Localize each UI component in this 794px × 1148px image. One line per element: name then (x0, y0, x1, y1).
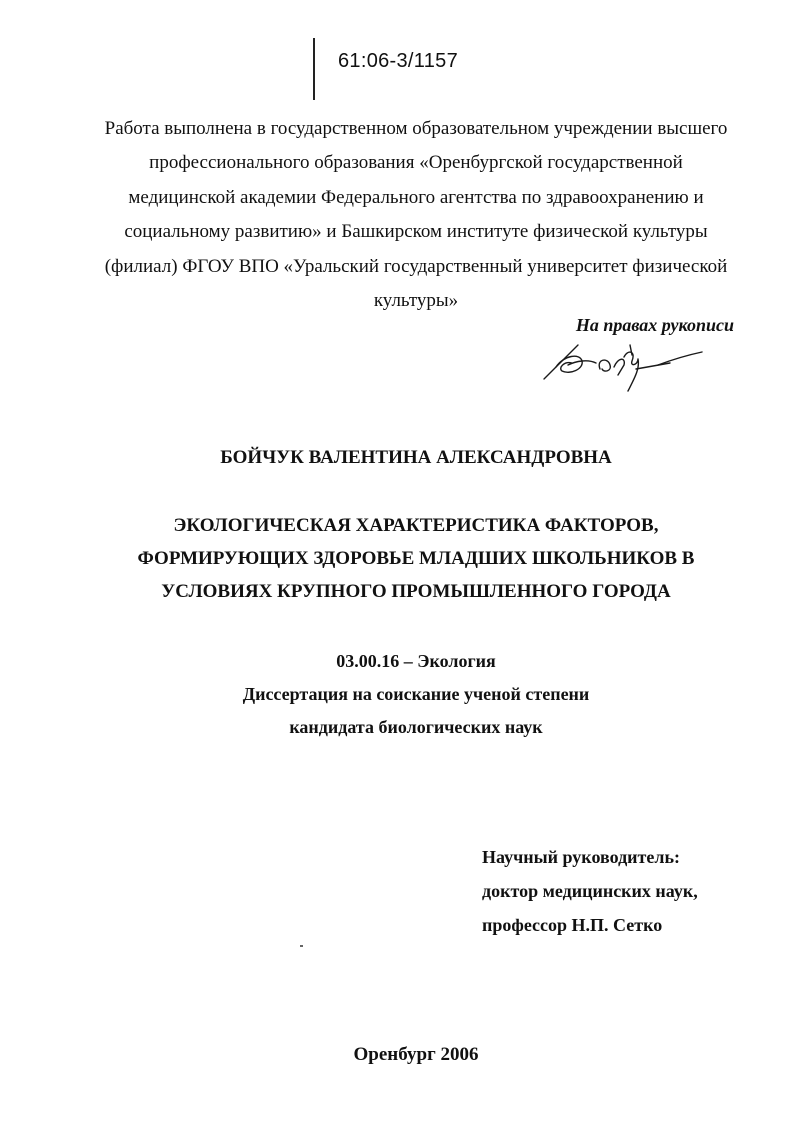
title-line: ЭКОЛОГИЧЕСКАЯ ХАРАКТЕРИСТИКА ФАКТОРОВ, (173, 515, 659, 536)
stamp-divider (313, 38, 315, 100)
degree-line: кандидата биологических наук (289, 717, 543, 737)
intro-line: медицинской академии Федерального агентства по здравоохранению и (128, 186, 704, 208)
specialty-code: 03.00.16 – Экология (336, 651, 496, 671)
intro-line: профессионального образования «Оренбургской государственной (149, 152, 683, 174)
manuscript-rights-label: На правах рукописи (575, 315, 734, 335)
intro-line: социальному развитию» и Башкирском институте физической культуры (124, 221, 708, 243)
intro-line: культуры» (373, 290, 459, 312)
author-name: БОЙЧУК ВАЛЕНТИНА АЛЕКСАНДРОВНА (220, 447, 612, 468)
handwritten-signature (538, 335, 708, 397)
city-year: Оренбург 2006 (353, 1044, 479, 1065)
supervisor-degree: доктор медицинских наук, (482, 881, 698, 901)
supervisor-block (482, 840, 698, 942)
title-line: УСЛОВИЯХ КРУПНОГО ПРОМЫШЛЕННОГО ГОРОДА (161, 581, 671, 602)
degree-line: Диссертация на соискание ученой степени (242, 684, 590, 704)
catalog-stamp: 61:06-3/1157 (338, 50, 458, 72)
intro-line: (филиал) ФГОУ ВПО «Уральский государственный университет физической (104, 255, 728, 277)
degree-block (0, 645, 794, 744)
dissertation-title (0, 509, 794, 608)
title-line: ФОРМИРУЮЩИХ ЗДОРОВЬЕ МЛАДШИХ ШКОЛЬНИКОВ В (137, 548, 695, 569)
supervisor-label: Научный руководитель: (482, 847, 680, 867)
supervisor-name: профессор Н.П. Сетко (482, 915, 663, 935)
institution-paragraph (80, 112, 752, 318)
intro-line: Работа выполнена в государственном образовательном учреждении высшего (104, 118, 728, 139)
scan-speck (300, 945, 303, 947)
